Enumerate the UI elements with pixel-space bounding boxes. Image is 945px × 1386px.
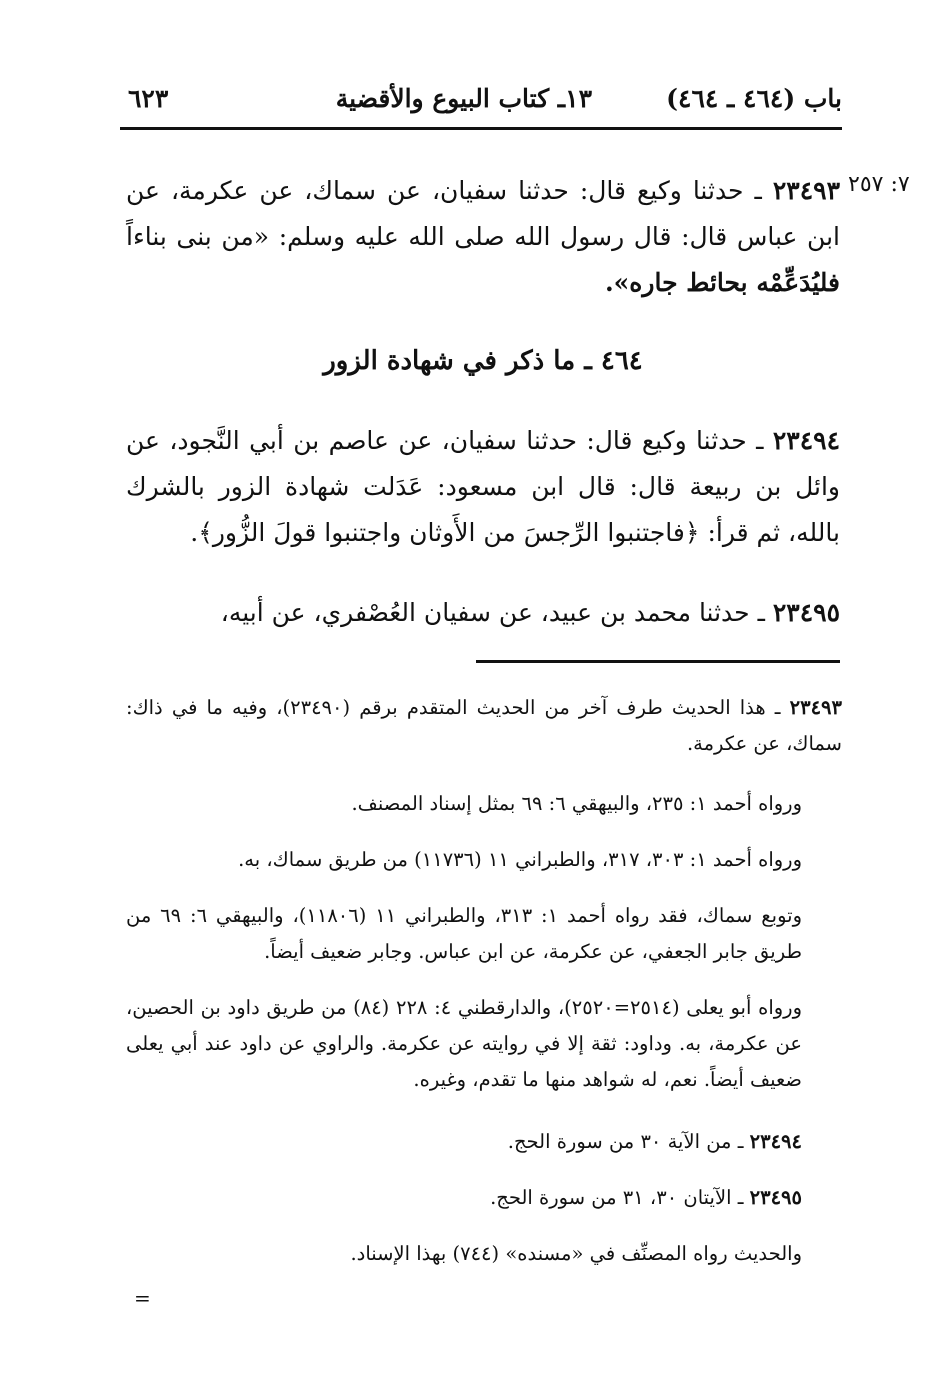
footnote-paragraph: والحديث رواه المصنِّف في «مسنده» (٧٤٤) بهذا الإسناد. [350,1242,802,1265]
chapter-heading: ٤٦٤ ـ ما ذكر في شهادة الزور [323,346,643,376]
hadith-number: ٢٣٤٩٤ [772,426,840,455]
header-page-number: ٦٢٣ [128,84,169,113]
continuation-mark: = [134,1286,151,1310]
margin-reference: ٧: ٢٥٧ [848,172,910,197]
hadith-number: ٢٣٤٩٥ [772,598,840,627]
footnote-paragraph: ورواه أبو يعلى (٢٥١٤=٢٥٢٠)، والدارقطني ٤: ٢٢٨ (٨٤) من طريق داود بن الحصين، عن عكرمة، به. وداود: ثقة إلا في روايته عن عكرمة. والراوي عن داود عند أبي يعلى ضعيف أيضاً. نعم، له شواهد منها ما تقدم، وغيره. [126,996,802,1091]
hadith-text: ـ حدثنا وكيع قال: حدثنا سفيان، عن سماك، عن عكرمة، عن ابن عباس قال: قال رسول الله صلى الله عليه وسلم: «من بنى بناءاً [126,176,840,251]
footnote-paragraph: ورواه أحمد ١: ٢٣٥، والبيهقي ٦: ٦٩ بمثل إسناد المصنف. [351,792,802,815]
hadith-text: ـ حدثنا وكيع قال: حدثنا سفيان، عن عاصم بن أبي النَّجود، عن وائل بن ربيعة قال: قال ابن مسعود: عَدَلت شهادة الزور بالشرك بالله، ثم قرأ: ﴿فاجتنبوا الرِّجسَ من الأَوثان واجتنبوا قولَ الزُّور﴾. [126,426,840,547]
footnote-23494 [126,1124,842,1160]
hadith-text: ـ حدثنا محمد بن عبيد، عن سفيان العُصْفري، عن أبيه، [220,598,765,627]
header-chapter-ref: باب (٤٦٤ ـ ٤٦٤) [666,84,842,113]
footnote-number: ٢٣٤٩٤ [749,1130,802,1153]
hadith-23493 [126,168,840,306]
footnote-number: ٢٣٤٩٣ [789,696,842,719]
hadith-text-bold: فليُدَعِّمْه بحائط جاره». [604,268,840,297]
footnote-text: ـ هذا الحديث طرف آخر من الحديث المتقدم برقم (٢٣٤٩٠)، وفيه ما في ذاك: سماك، عن عكرمة. [126,696,842,755]
footnote-23493 [126,690,842,762]
hadith-23495 [126,590,840,636]
hadith-number: ٢٣٤٩٣ [772,176,840,205]
footnote-23495 [126,1180,842,1216]
page-header [122,78,842,122]
footnote-text: ـ من الآية ٣٠ من سورة الحج. [507,1130,744,1153]
footnote-number: ٢٣٤٩٥ [749,1186,802,1209]
header-rule [120,127,842,130]
footnote-text: ـ الآيتان ٣٠، ٣١ من سورة الحج. [490,1186,744,1209]
footnote-paragraph: ورواه أحمد ١: ٣٠٣، ٣١٧، والطبراني ١١ (١١٧٣٦) من طريق سماك، به. [238,848,802,871]
hadith-23494 [126,418,840,556]
footnote-paragraph: وتوبع سماك، فقد رواه أحمد ١: ٣١٣، والطبراني ١١ (١١٨٠٦)، والبيهقي ٦: ٦٩ من طريق جابر الجعفي، عن عكرمة، عن ابن عباس. وجابر ضعيف أيضاً. [126,904,802,963]
header-book-title: ١٣ـ كتاب البيوع والأقضية [335,84,592,113]
footnote-separator [476,660,840,663]
